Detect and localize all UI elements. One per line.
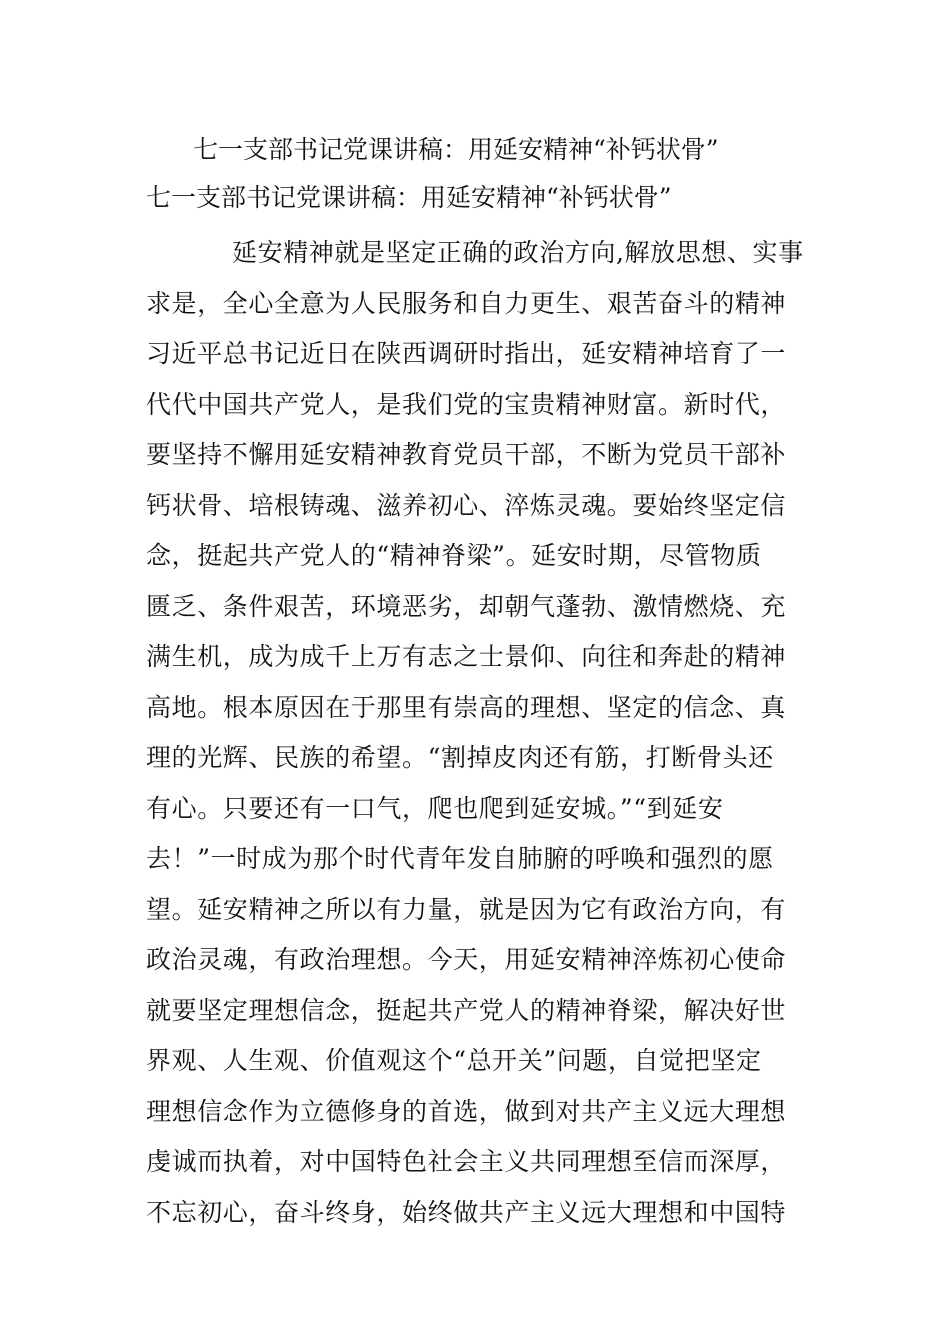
text-line: 求是，全心全意为人民服务和自力更生、艰苦奋斗的精神 <box>146 288 787 318</box>
text-line: 有心。只要还有一口气，爬也爬到延安城。”“到延安 <box>146 793 724 823</box>
text-line: 高地。根本原因在于那里有崇高的理想、坚定的信念、真 <box>146 692 787 722</box>
document-title: 七一支部书记党课讲稿：用延安精神“补钙状骨” <box>193 135 719 164</box>
body-paragraph <box>146 228 816 1238</box>
text-line: 就要坚定理想信念，挺起共产党人的精神脊梁，解决好世 <box>146 995 787 1025</box>
text-line: 理想信念作为立德修身的首选，做到对共产主义远大理想 <box>146 1096 787 1126</box>
document-subtitle-repeat: 七一支部书记党课讲稿：用延安精神“补钙状骨” <box>146 183 672 212</box>
text-line: 钙状骨、培根铸魂、滋养初心、淬炼灵魂。要始终坚定信 <box>146 490 787 520</box>
text-line: 望。延安精神之所以有力量，就是因为它有政治方向，有 <box>146 894 787 924</box>
text-line: 理的光辉、民族的希望。“割掉皮肉还有筋，打断骨头还 <box>146 743 774 772</box>
text-line: 虔诚而执着，对中国特色社会主义共同理想至信而深厚， <box>146 1147 787 1176</box>
text-line: 习近平总书记近日在陕西调研时指出，延安精神培育了一 <box>146 339 787 368</box>
text-line: 不忘初心，奋斗终身，始终做共产主义远大理想和中国特 <box>146 1197 787 1227</box>
text-line: 去！”一时成为那个时代青年发自肺腑的呼唤和强烈的愿 <box>146 844 774 873</box>
text-line: 要坚持不懈用延安精神教育党员干部，不断为党员干部补 <box>146 440 787 469</box>
text-line: 政治灵魂，有政治理想。今天，用延安精神淬炼初心使命 <box>146 945 787 974</box>
text-line: 满生机，成为成千上万有志之士景仰、向往和奔赴的精神 <box>146 642 787 671</box>
text-line: 延安精神就是坚定正确的政治方向,解放思想、实事 <box>232 238 804 267</box>
text-line: 匮乏、条件艰苦，环境恶劣，却朝气蓬勃、激情燃烧、充 <box>146 591 787 621</box>
text-line: 代代中国共产党人，是我们党的宝贵精神财富。新时代， <box>146 389 787 419</box>
text-line: 界观、人生观、价值观这个“总开关”问题，自觉把坚定 <box>146 1046 762 1075</box>
text-line: 念，挺起共产党人的“精神脊梁”。延安时期，尽管物质 <box>146 541 762 570</box>
